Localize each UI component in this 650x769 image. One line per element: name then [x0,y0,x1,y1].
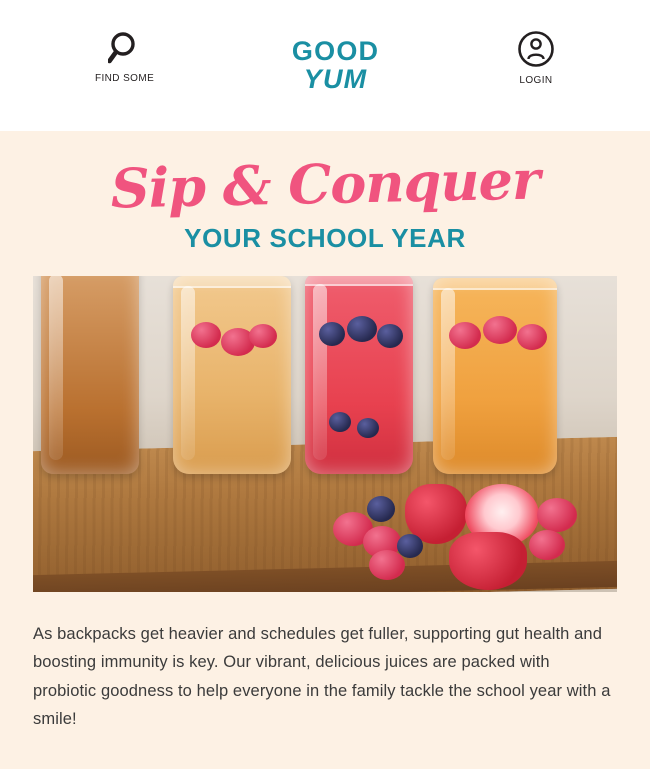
raspberry [529,530,565,560]
blueberry [367,496,395,522]
jar-gloss [181,286,195,460]
hero-image [33,276,617,592]
juice-jar-4 [433,278,557,474]
raspberry [449,322,481,349]
strawberry [449,532,527,590]
blueberry [347,316,377,342]
jar-gloss [441,288,455,460]
hero-sub-title: YOUR SCHOOL YEAR [184,223,466,253]
intro-paragraph: As backpacks get heavier and schedules get fuller, supporting gut health and boosting immunity is key. Our vibrant, delicious juices are packed with probiotic goodness to help everyone in the family tackle the school year with a smile! [33,625,611,729]
raspberry [191,322,221,348]
hero-section [0,131,650,769]
blueberry [397,534,423,558]
blueberry [357,418,379,438]
site-header [0,0,650,131]
hero-title-block [0,131,650,254]
blueberry [377,324,403,348]
jar-gloss [49,276,63,460]
search-icon[interactable] [108,30,142,66]
raspberry [537,498,577,532]
hero-script-title: Sip & Conquer [110,147,540,221]
juice-jar-2 [173,276,291,474]
login-nav-item[interactable] [517,30,555,86]
search-nav-label: FIND SOME [95,73,155,84]
blueberry [319,322,345,346]
brand-line-1: GOOD [291,36,380,66]
header-inner [0,0,650,93]
search-nav-item[interactable] [95,30,154,84]
jar-gloss [313,284,327,460]
hero-photo-illustration [33,276,617,592]
brand-line-2: YUM [303,63,368,94]
raspberry [483,316,517,344]
brand-logo[interactable] [292,30,379,93]
juice-jar-3 [305,276,413,474]
juice-jar-1 [41,276,139,474]
raspberry [249,324,277,348]
raspberry [517,324,547,350]
user-account-icon[interactable] [517,30,555,68]
fruit-pile [323,454,613,582]
blueberry [329,412,351,432]
raspberry [369,550,405,580]
login-nav-label: LOGIN [519,75,553,86]
